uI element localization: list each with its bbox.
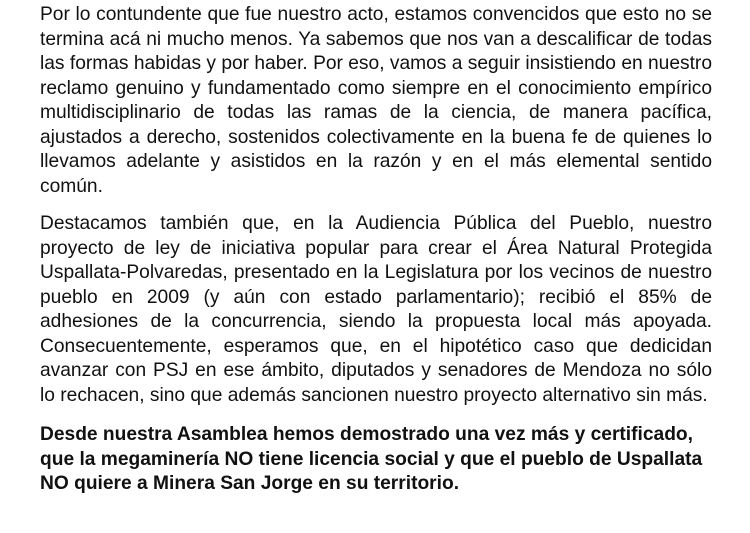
paragraph-3-bold-statement: Desde nuestra Asamblea hemos demostrado una vez más y certificado, que la megaminería NO tiene licencia social y que el pueblo de Uspallata NO quiere a Minera San Jorge en su territorio. <box>40 424 703 494</box>
paragraph-2: Destacamos también que, en la Audiencia Pública del Pueblo, nuestro proyecto de ley de iniciativa popular para crear el Área Natural Protegida Uspallata-Polvaredas, presentado en la Legislatura por los vecinos de nuestro pueblo en 2009 (y aún con estado parlamentario); recibió el 85% de adhesiones de la concurrencia, siendo la propuesta local más apoyada. Consecuentemente, esperamos que, en el hipotético caso que dedicidan avanzar con PSJ en ese ámbito, diputados y senadores de Mendoza no sólo lo rechacen, sino que además sancionen nuestro proyecto alternativo sin más. <box>40 213 712 406</box>
paragraph-1: Por lo contundente que fue nuestro acto, estamos convencidos que esto no se termina acá ni mucho menos. Ya sabemos que nos van a descalificar de todas las formas habidas y por haber. Por eso, vamos a seguir insistiendo en nuestro reclamo genuino y fundamentado como siempre en el conocimiento empírico multidisciplinario de todas las ramas de la ciencia, de manera pacífica, ajustados a derecho, sostenidos colectivamente en la buena fe de quienes lo llevamos adelante y asistidos en la razón y en el más elemental sentido común. <box>40 4 712 197</box>
document-page <box>40 3 712 510</box>
